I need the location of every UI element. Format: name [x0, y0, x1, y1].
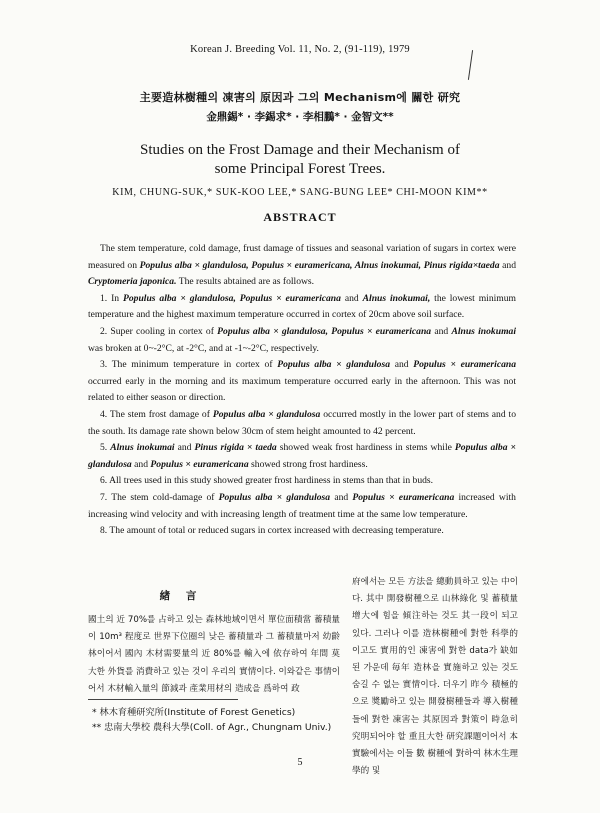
result-3 — [88, 357, 516, 407]
text: 4. The stem frost damage of — [100, 408, 210, 420]
text: occurred early in the morning and its maximum temperature occurred early in the afternoon. This was not related to either season or direction. — [88, 375, 516, 404]
korean-authors: 金鼎錫* · 李錫求* · 李相鵬* · 金智文** — [206, 111, 394, 123]
text: showed strong frost hardiness. — [251, 458, 368, 470]
species: Alnus inokumai — [110, 442, 175, 454]
footnote-2: ** 忠南大學校 農科大學(Coll. of Agr., Chungnam Univ.) — [92, 722, 332, 733]
abstract-body — [88, 241, 516, 540]
introduction-right-column: 府에서는 모든 方法을 總動員하고 있는 中이다. 其中 開發樹種으로 山林綠化 및 蓄積量 增大에 힘을 傾注하는 것도 其一段이 되고 있다. 그러나 이를 造林樹種에 對한 科學的이고도 實用的인 凍害에 對한 data가 缺如된 가운데 毎年 造林을 實施하고 있는 것도 숨길 수 없는 實情이다. 더우기 昨今 積極的으로 奬勵하고 있는 開發樹種들과 導入樹種들에 對한 凍害는 其原因과 對策이 時急히 究明되어야 할 重且大한 研究課題이어서 本實驗에서는 이들 數 樹種에 對하여 林木生理學的 및 — [352, 577, 519, 777]
text: 1. In — [100, 292, 120, 304]
species: Cryptomeria japonica. — [88, 276, 177, 288]
result-4 — [88, 407, 516, 440]
abstract-intro — [88, 241, 516, 291]
text: increased with increasing wind velocity and with increasing length of treatment time at the same low temperature. — [88, 491, 516, 520]
text: showed weak frost hardiness in stems while — [279, 442, 452, 454]
result-6: 6. All trees used in this study showed greater frost hardiness in stems than that in buds. — [100, 475, 434, 487]
introduction-heading: 緖 言 — [159, 590, 203, 602]
text: and — [334, 491, 349, 503]
species: Pinus rigida × taeda — [194, 442, 277, 454]
species: Populus × euramericana — [413, 359, 517, 371]
text: the lowest minimum temperature and the highest maximum temperature occurred in cortex of 20cm above soil surface. — [88, 292, 517, 321]
journal-citation: Korean J. Breeding Vol. 11, No. 2, (91-119), 1979 — [190, 44, 410, 55]
species: Populus alba × glandulosa, Populus × euramericana — [217, 325, 432, 337]
species: Alnus inokumai, — [362, 292, 431, 304]
english-title-line2: some Principal Forest Trees. — [214, 161, 386, 177]
text: and — [134, 458, 148, 470]
species: Populus × euramericana — [352, 491, 455, 503]
introduction-left-column: 國土의 近 70%를 占하고 있는 森林地域이면서 單位面積當 蓄積量이 10m³ 程度로 世界下位圈의 낮은 蓄積量과 그 蓄積量마저 幼齡林이어서 國內 木材需要量의 近 80%를 輸入에 依存하여 年間 莫大한 外貨를 消費하고 있는 것이 우리의 實情이다. 이와같은 事情이어서 木材輸入量의 節減과 產業用材의 造成을 爲하여 政 — [88, 615, 340, 694]
footnote-divider — [88, 699, 238, 700]
species: Populus alba × glandulosa — [277, 359, 391, 371]
text: and — [177, 442, 192, 454]
text: and — [394, 359, 409, 371]
text: The stem temperature, cold damage, frust damage of tissues and seasonal variation of sugars in cortex were measured on — [88, 243, 516, 271]
text: occurred mostly in the lower part of stems and to the south. Its damage rate shown below 30cm of stem height amounted to 42 percent. — [88, 408, 517, 437]
text: 7. The stem cold-damage of — [100, 491, 215, 503]
result-8: 8. The amount of total or reduced sugars in cortex increased with decreasing temperature. — [100, 525, 444, 537]
text: 5. — [100, 442, 108, 454]
text: 2. Super cooling in cortex of — [100, 325, 214, 337]
species: Populus alba × glandulosa — [88, 442, 516, 470]
text: was broken at 0~-2°C, at -2°C, and at -1~-2°C, respectively. — [88, 342, 319, 354]
text: and — [434, 325, 449, 337]
english-title-line1: Studies on the Frost Damage and their Mechanism of — [140, 142, 460, 158]
result-7 — [88, 490, 516, 523]
korean-title: 主要造林樹種의 凍害의 原因과 그의 Mechanism에 關한 研究 — [139, 91, 461, 104]
species: Alnus inokumai — [451, 325, 516, 337]
species: Populus × euramericana — [150, 458, 249, 470]
text: and — [502, 259, 516, 271]
result-2 — [88, 324, 516, 357]
species: Populus alba × glandulosa, Populus × euramericana — [123, 292, 341, 304]
result-5 — [88, 440, 516, 473]
species: Populus alba × glandulosa — [212, 408, 321, 420]
abstract-heading: ABSTRACT — [263, 210, 337, 224]
page-number: 5 — [297, 757, 303, 768]
species: Populus alba × glandulosa, Populus × euramericana, Alnus inokumai, Pinus rigida×taeda — [139, 259, 500, 271]
result-1 — [88, 291, 516, 324]
species: Populus alba × glandulosa — [218, 491, 331, 503]
english-authors: KIM, CHUNG-SUK,* SUK-KOO LEE,* SANG-BUNG LEE* CHI-MOON KIM** — [112, 187, 488, 198]
text: and — [344, 292, 359, 304]
text: The results abtained are as follows. — [178, 276, 315, 288]
text: 3. The minimum temperature in cortex of — [100, 359, 273, 371]
footnote-1: * 林木育種研究所(Institute of Forest Genetics) — [92, 707, 296, 718]
